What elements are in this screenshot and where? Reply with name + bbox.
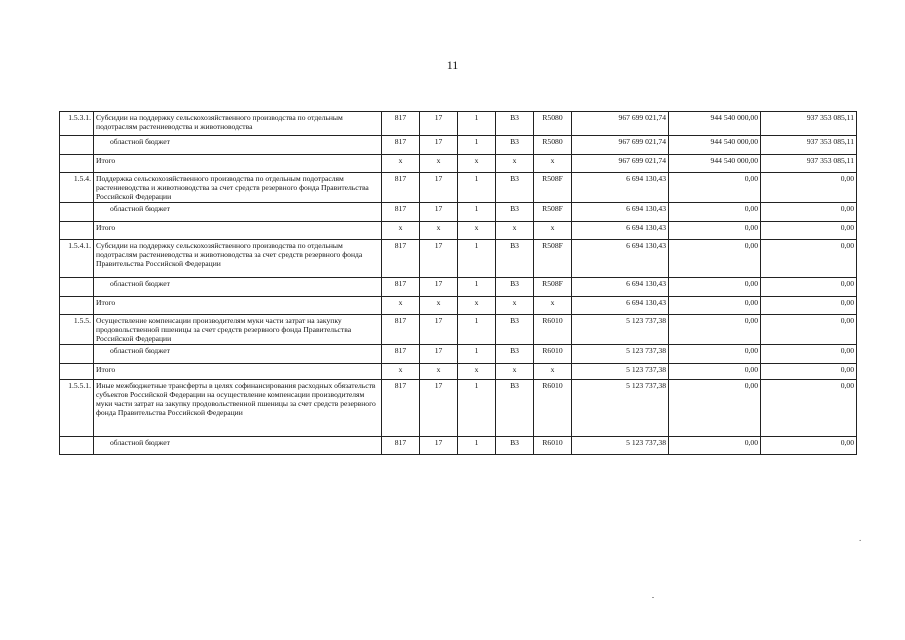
row-name: Субсидии на поддержку сельскохозяйственного производства по отдельным подотраслям растениеводства и животноводства за счет средств резервного фонда Правительства Российской Федерации <box>94 240 382 278</box>
table-row <box>60 380 857 437</box>
table-row <box>60 297 857 315</box>
row-col-4: В3 <box>496 136 534 155</box>
row-col-4: В3 <box>496 345 534 364</box>
row-col-1: 817 <box>382 278 420 297</box>
row-col-1: 817 <box>382 173 420 203</box>
row-col-2: 17 <box>420 380 458 437</box>
row-col-2: 17 <box>420 278 458 297</box>
row-col-2: 17 <box>420 240 458 278</box>
table-row <box>60 155 857 173</box>
row-amount-3: 0,00 <box>761 297 857 315</box>
row-col-5: R508F <box>534 278 572 297</box>
row-code <box>60 297 94 315</box>
row-col-2: 17 <box>420 315 458 345</box>
row-col-5: R6010 <box>534 345 572 364</box>
row-name: Итого <box>94 155 382 173</box>
row-col-5: x <box>534 297 572 315</box>
table-row <box>60 345 857 364</box>
budget-table <box>59 111 857 455</box>
table-row <box>60 437 857 455</box>
row-code: 1.5.3.1. <box>60 112 94 136</box>
row-amount-1: 967 699 021,74 <box>572 112 669 136</box>
row-code <box>60 278 94 297</box>
row-amount-1: 6 694 130,43 <box>572 203 669 222</box>
row-code: 1.5.5. <box>60 315 94 345</box>
row-col-2: x <box>420 155 458 173</box>
row-col-3: 1 <box>458 112 496 136</box>
row-col-5: x <box>534 222 572 240</box>
row-col-3: 1 <box>458 437 496 455</box>
row-col-1: x <box>382 222 420 240</box>
row-code <box>60 155 94 173</box>
table-row <box>60 315 857 345</box>
table-row <box>60 240 857 278</box>
row-col-5: R6010 <box>534 437 572 455</box>
row-col-4: В3 <box>496 380 534 437</box>
row-amount-2: 0,00 <box>669 203 761 222</box>
row-col-2: 17 <box>420 203 458 222</box>
row-col-4: x <box>496 364 534 380</box>
row-col-1: 817 <box>382 345 420 364</box>
row-code <box>60 203 94 222</box>
row-name: областной бюджет <box>94 437 382 455</box>
row-amount-1: 5 123 737,38 <box>572 345 669 364</box>
row-col-3: 1 <box>458 278 496 297</box>
row-code: 1.5.5.1. <box>60 380 94 437</box>
row-col-5: R5080 <box>534 112 572 136</box>
row-col-1: x <box>382 297 420 315</box>
row-amount-2: 0,00 <box>669 173 761 203</box>
table-row <box>60 278 857 297</box>
row-col-5: R5080 <box>534 136 572 155</box>
row-amount-3: 0,00 <box>761 222 857 240</box>
row-code: 1.5.4. <box>60 173 94 203</box>
row-col-4: x <box>496 297 534 315</box>
row-col-5: R6010 <box>534 380 572 437</box>
row-amount-3: 0,00 <box>761 173 857 203</box>
row-col-3: 1 <box>458 345 496 364</box>
row-col-4: В3 <box>496 203 534 222</box>
row-col-3: 1 <box>458 136 496 155</box>
row-amount-2: 0,00 <box>669 345 761 364</box>
row-col-3: 1 <box>458 203 496 222</box>
row-code: 1.5.4.1. <box>60 240 94 278</box>
row-amount-1: 6 694 130,43 <box>572 297 669 315</box>
row-name: Поддержка сельскохозяйственного производства по отдельным подотраслям растениеводства и животноводства за счет средств резервного фонда Правительства Российской Федерации <box>94 173 382 203</box>
row-amount-2: 0,00 <box>669 315 761 345</box>
row-amount-1: 6 694 130,43 <box>572 278 669 297</box>
table-row <box>60 112 857 136</box>
row-amount-1: 6 694 130,43 <box>572 222 669 240</box>
row-amount-1: 5 123 737,38 <box>572 437 669 455</box>
row-amount-2: 0,00 <box>669 297 761 315</box>
row-name: Итого <box>94 364 382 380</box>
row-col-5: x <box>534 364 572 380</box>
page-number: 11 <box>446 58 459 72</box>
table-row <box>60 173 857 203</box>
row-amount-1: 5 123 737,38 <box>572 364 669 380</box>
row-amount-2: 944 540 000,00 <box>669 136 761 155</box>
row-amount-3: 937 353 085,11 <box>761 112 857 136</box>
row-amount-2: 0,00 <box>669 364 761 380</box>
row-amount-1: 5 123 737,38 <box>572 315 669 345</box>
row-amount-2: 944 540 000,00 <box>669 155 761 173</box>
row-col-4: В3 <box>496 278 534 297</box>
row-col-1: 817 <box>382 437 420 455</box>
row-col-4: x <box>496 222 534 240</box>
row-col-4: В3 <box>496 240 534 278</box>
row-amount-2: 0,00 <box>669 222 761 240</box>
row-amount-3: 0,00 <box>761 240 857 278</box>
row-amount-3: 0,00 <box>761 364 857 380</box>
row-amount-3: 0,00 <box>761 437 857 455</box>
row-code <box>60 222 94 240</box>
row-col-3: 1 <box>458 315 496 345</box>
row-amount-3: 937 353 085,11 <box>761 155 857 173</box>
row-name: Итого <box>94 297 382 315</box>
row-amount-3: 0,00 <box>761 315 857 345</box>
row-col-2: x <box>420 222 458 240</box>
row-col-1: 817 <box>382 240 420 278</box>
row-amount-1: 6 694 130,43 <box>572 173 669 203</box>
row-amount-2: 0,00 <box>669 278 761 297</box>
row-col-4: В3 <box>496 315 534 345</box>
row-col-2: 17 <box>420 345 458 364</box>
table-row <box>60 364 857 380</box>
row-col-5: x <box>534 155 572 173</box>
row-name: областной бюджет <box>94 278 382 297</box>
row-col-4: В3 <box>496 437 534 455</box>
row-col-1: x <box>382 364 420 380</box>
row-col-1: 817 <box>382 136 420 155</box>
row-col-2: 17 <box>420 112 458 136</box>
row-amount-3: 0,00 <box>761 345 857 364</box>
row-col-1: 817 <box>382 380 420 437</box>
row-amount-2: 0,00 <box>669 380 761 437</box>
row-col-1: 817 <box>382 315 420 345</box>
row-col-3: x <box>458 222 496 240</box>
row-col-3: x <box>458 155 496 173</box>
row-col-2: x <box>420 297 458 315</box>
row-amount-3: 937 353 085,11 <box>761 136 857 155</box>
row-amount-3: 0,00 <box>761 380 857 437</box>
row-col-1: 817 <box>382 112 420 136</box>
row-code <box>60 364 94 380</box>
row-col-3: x <box>458 297 496 315</box>
row-col-2: 17 <box>420 173 458 203</box>
row-amount-1: 967 699 021,74 <box>572 136 669 155</box>
row-name: Иные межбюджетные трансферты в целях софинансирования расходных обязательств субъектов Российской Федерации на осуществление компенсации производителям муки части затрат на закупку продовольственной пшеницы за счет средств резервного фонда Правительства Российской Федерации <box>94 380 382 437</box>
scan-speck <box>652 597 654 598</box>
row-amount-2: 944 540 000,00 <box>669 112 761 136</box>
table-row <box>60 222 857 240</box>
row-amount-1: 967 699 021,74 <box>572 155 669 173</box>
row-amount-3: 0,00 <box>761 278 857 297</box>
row-col-5: R508F <box>534 173 572 203</box>
row-col-3: x <box>458 364 496 380</box>
margin-mark: . <box>859 533 862 543</box>
row-col-5: R6010 <box>534 315 572 345</box>
row-name: Итого <box>94 222 382 240</box>
row-name: Субсидии на поддержку сельскохозяйственного производства по отдельным подотраслям растениеводства и животноводства <box>94 112 382 136</box>
row-col-4: В3 <box>496 173 534 203</box>
table-row <box>60 203 857 222</box>
row-col-4: x <box>496 155 534 173</box>
row-amount-1: 6 694 130,43 <box>572 240 669 278</box>
row-col-5: R508F <box>534 240 572 278</box>
row-code <box>60 136 94 155</box>
row-col-5: R508F <box>534 203 572 222</box>
row-name: областной бюджет <box>94 345 382 364</box>
row-amount-3: 0,00 <box>761 203 857 222</box>
row-code <box>60 437 94 455</box>
row-amount-1: 5 123 737,38 <box>572 380 669 437</box>
row-code <box>60 345 94 364</box>
row-name: Осуществление компенсации производителям муки части затрат на закупку продовольственной пшеницы за счет средств резервного фонда Правительства Российской Федерации <box>94 315 382 345</box>
row-col-2: 17 <box>420 136 458 155</box>
row-col-2: 17 <box>420 437 458 455</box>
table-body <box>60 112 857 455</box>
row-col-3: 1 <box>458 380 496 437</box>
row-name: областной бюджет <box>94 203 382 222</box>
row-col-1: x <box>382 155 420 173</box>
row-col-2: x <box>420 364 458 380</box>
row-col-3: 1 <box>458 240 496 278</box>
table-row <box>60 136 857 155</box>
row-col-4: В3 <box>496 112 534 136</box>
row-amount-2: 0,00 <box>669 437 761 455</box>
row-amount-2: 0,00 <box>669 240 761 278</box>
row-name: областной бюджет <box>94 136 382 155</box>
row-col-3: 1 <box>458 173 496 203</box>
row-col-1: 817 <box>382 203 420 222</box>
